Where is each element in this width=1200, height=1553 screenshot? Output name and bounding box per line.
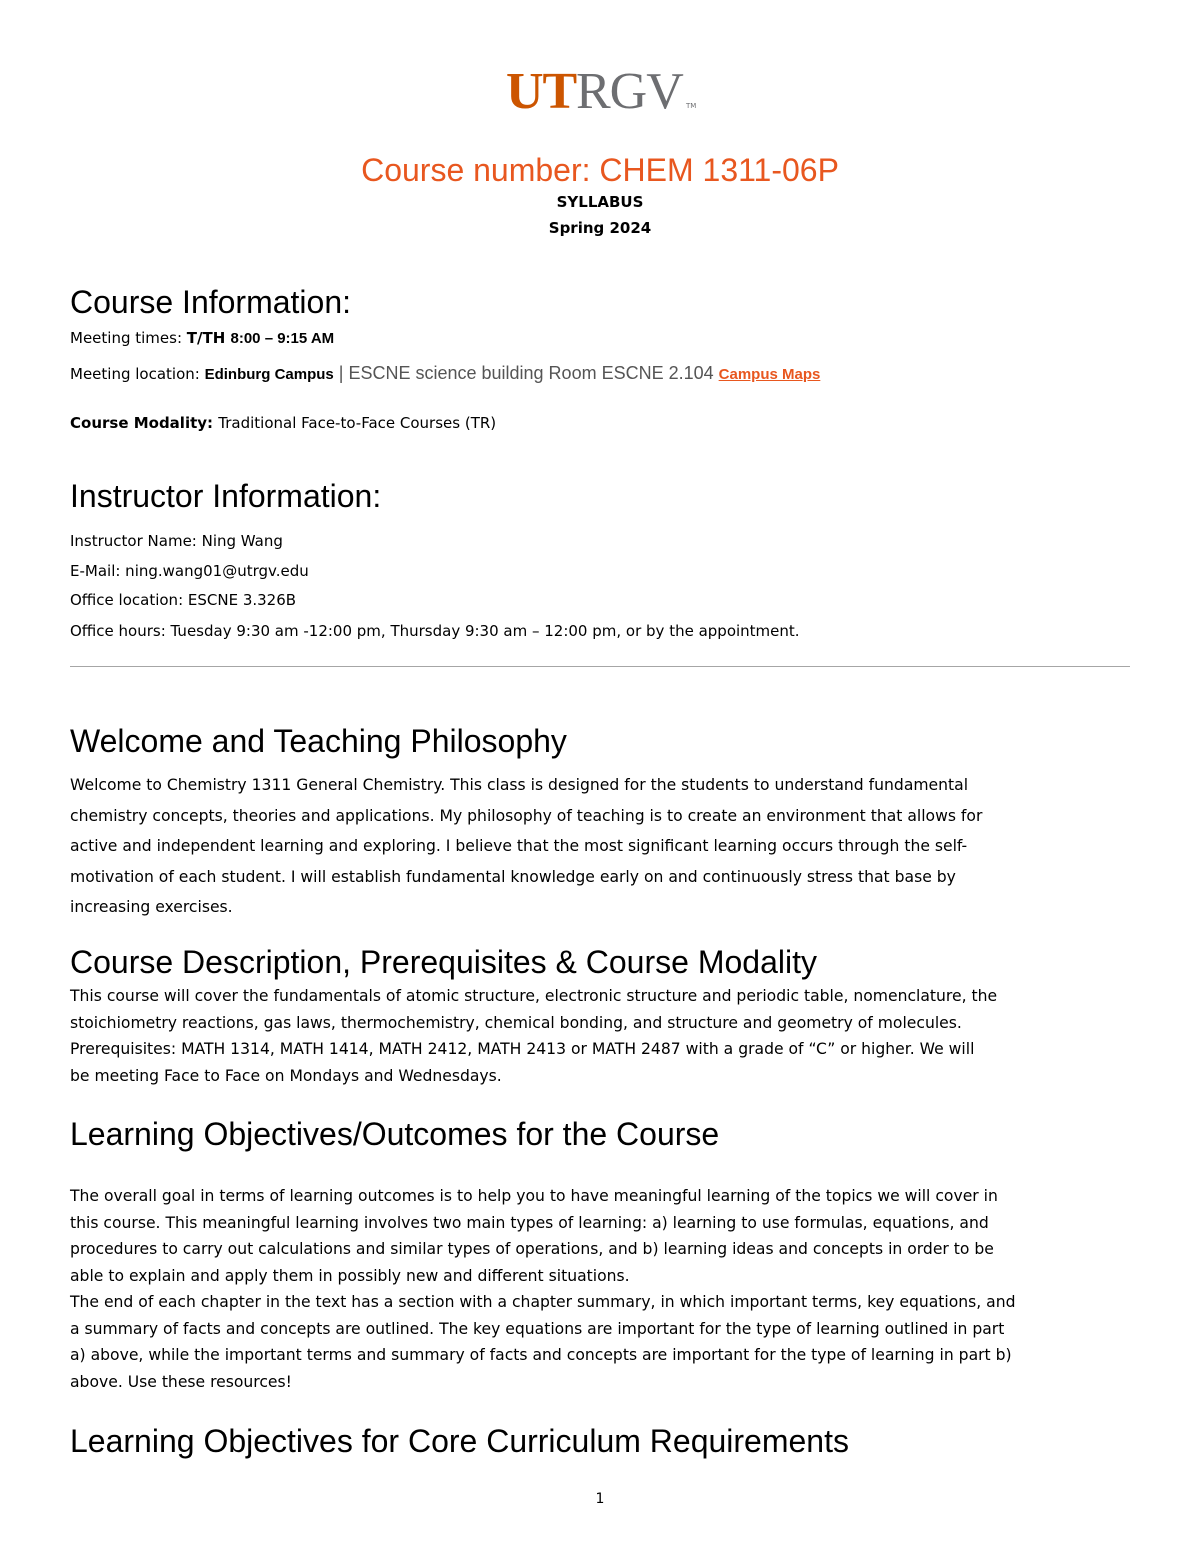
course-information-heading: Course Information:: [70, 284, 352, 320]
meeting-times: [70, 328, 334, 349]
welcome-line: chemistry concepts, theories and applications. My philosophy of teaching is to create an environment that allows for: [70, 806, 983, 825]
welcome-line: increasing exercises.: [70, 898, 233, 916]
welcome-line: active and independent learning and exploring. I believe that the most significant learning occurs through the self-: [70, 837, 968, 855]
description-line: Prerequisites: MATH 1314, MATH 1414, MATH 2412, MATH 2413 or MATH 2487 with a grade of “C” or higher. We will: [70, 1040, 975, 1058]
welcome-paragraph: [70, 770, 1130, 923]
office-location: Office location: ESCNE 3.326B: [70, 591, 297, 609]
course-modality-label: Course Modality:: [70, 414, 219, 432]
objectives-line: The end of each chapter in the text has a section with a chapter summary, in which important terms, key equations, and: [70, 1293, 1016, 1311]
meeting-location: [70, 363, 820, 385]
term-label: Spring 2024: [548, 219, 652, 237]
learning-objectives-paragraph: [70, 1183, 1130, 1395]
course-description-paragraph: [70, 983, 1130, 1089]
welcome-line: motivation of each student. I will establish fundamental knowledge early on and continuously stress that base by: [70, 867, 956, 886]
location-separator: |: [333, 363, 349, 383]
meeting-times-value: 8:00 – 9:15 AM: [230, 330, 335, 347]
meeting-campus: Edinburg Campus: [204, 366, 334, 383]
objectives-line: a summary of facts and concepts are outlined. The key equations are important for the type of learning outlined in part: [70, 1319, 1005, 1338]
welcome-line: Welcome to Chemistry 1311 General Chemistry. This class is designed for the students to understand fundamental: [70, 776, 969, 794]
meeting-days: T/TH: [186, 329, 231, 347]
meeting-location-label: Meeting location:: [70, 365, 205, 383]
description-line: stoichiometry reactions, gas laws, thermochemistry, chemical bonding, and structure and geometry of molecules.: [70, 1013, 962, 1032]
objectives-line: able to explain and apply them in possibly new and different situations.: [70, 1266, 630, 1285]
learning-objectives-heading: Learning Objectives/Outcomes for the Course: [70, 1116, 720, 1152]
logo-ut-text: UT: [506, 63, 577, 120]
objectives-line: above. Use these resources!: [70, 1372, 292, 1391]
course-modality: [70, 413, 496, 433]
instructor-information-heading: Instructor Information:: [70, 478, 382, 514]
campus-maps-link[interactable]: Campus Maps: [718, 366, 821, 383]
logo-trademark: TM: [686, 102, 697, 110]
welcome-heading: Welcome and Teaching Philosophy: [70, 723, 567, 759]
objectives-line: The overall goal in terms of learning outcomes is to help you to have meaningful learning of the topics we will cover in: [70, 1187, 998, 1205]
meeting-room: ESCNE science building Room ESCNE 2.104: [348, 363, 719, 383]
core-curriculum-heading: Learning Objectives for Core Curriculum Requirements: [70, 1423, 849, 1459]
document-type: SYLLABUS: [556, 193, 644, 211]
instructor-name: Instructor Name: Ning Wang: [70, 532, 283, 550]
course-number-title: Course number: CHEM 1311-06P: [361, 152, 839, 188]
office-hours: Office hours: Tuesday 9:30 am -12:00 pm, Thursday 9:30 am – 12:00 pm, or by the appointment.: [70, 622, 800, 640]
course-modality-value: Traditional Face-to-Face Courses (TR): [218, 414, 497, 432]
page-number: 1: [595, 1491, 605, 1507]
course-description-heading: Course Description, Prerequisites & Course Modality: [70, 944, 817, 980]
description-line: be meeting Face to Face on Mondays and Wednesdays.: [70, 1066, 502, 1085]
instructor-email: E-Mail: ning.wang01@utrgv.edu: [70, 562, 309, 580]
logo-rgv-text: RGV: [576, 63, 683, 120]
utrgv-logo: [506, 62, 696, 122]
meeting-times-label: Meeting times:: [70, 329, 187, 347]
objectives-line: this course. This meaningful learning involves two main types of learning: a) learning to use formulas, equations, and: [70, 1213, 989, 1232]
objectives-line: procedures to carry out calculations and similar types of operations, and b) learning ideas and concepts in order to be: [70, 1240, 994, 1258]
horizontal-divider: [70, 666, 1130, 667]
objectives-line: a) above, while the important terms and summary of facts and concepts are important for the type of learning in part b): [70, 1346, 1012, 1364]
description-line: This course will cover the fundamentals of atomic structure, electronic structure and periodic table, nomenclature, the: [70, 987, 998, 1005]
